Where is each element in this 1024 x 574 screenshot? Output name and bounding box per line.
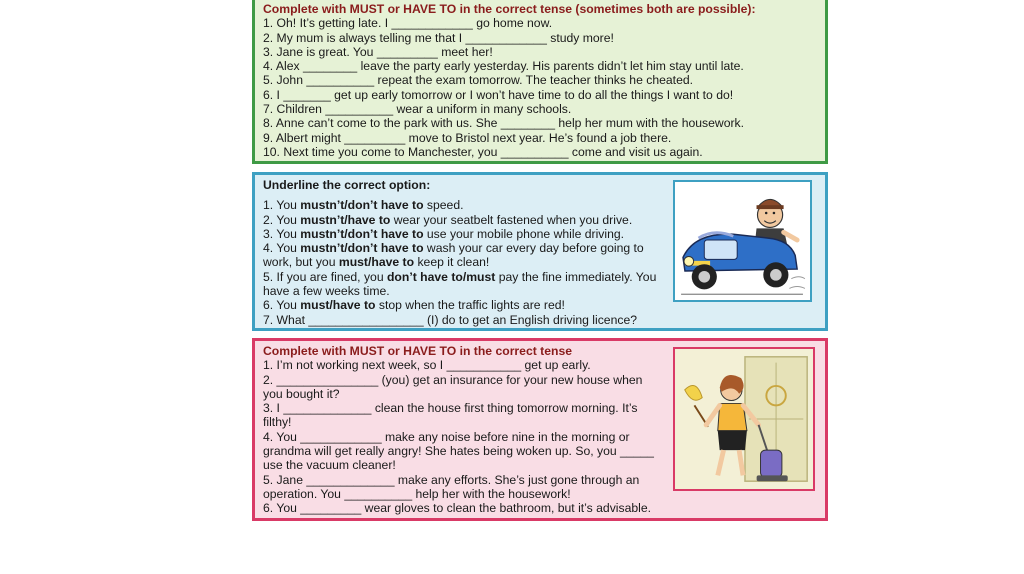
exercise-1-line: 4. Alex ________ leave the party early yesterday. His parents didn’t let him stay until late. — [263, 59, 744, 74]
exercise-2-title: Underline the correct option: — [263, 178, 431, 192]
exercise-3-line: 4. You ____________ make any noise before nine in the morning or grandma will get really angry! She hates being woken up. So, you _____ use the vacuum cleaner! — [263, 429, 654, 473]
exercise-1-line: 6. I _______ get up early tomorrow or I won’t have time to do all the things I want to do! — [263, 87, 734, 102]
exercise-1-line: 2. My mum is always telling me that I ____________ study more! — [263, 30, 614, 45]
exercise-2-item: 3. You mustn’t/don’t have to use your mobile phone while driving. — [263, 226, 625, 241]
exercise-2-item: 5. If you are fined, you don’t have to/must pay the fine immediately. You have a few weeks time. — [263, 269, 657, 299]
exercise-2-item: 2. You mustn’t/have to wear your seatbelt fastened when you drive. — [263, 212, 633, 227]
exercise-must-have-to-1 — [252, 0, 828, 164]
car-driver-illustration — [673, 180, 812, 302]
exercise-3-line: 1. I’m not working next week, so I ___________ get up early. — [263, 358, 591, 373]
exercise-2-item: 6. You must/have to stop when the traffic lights are red! — [263, 298, 565, 313]
exercise-2-item: 4. You mustn’t/don’t have to wash your car every day before going to work, but you must/have to keep it clean! — [263, 241, 644, 270]
exercise-1-line: 10. Next time you come to Manchester, you __________ come and visit us again. — [263, 144, 703, 159]
exercise-2-item: 7. What _________________ (I) do to get an English driving licence? — [263, 312, 638, 327]
car-driver-drawing — [675, 182, 810, 300]
woman-cleaning-illustration — [673, 347, 815, 491]
exercise-1-line: 9. Albert might _________ move to Bristol next year. He’s found a job there. — [263, 130, 672, 145]
exercise-1-line: 1. Oh! It’s getting late. I ____________ go home now. — [263, 16, 553, 31]
exercise-3-line: 3. I _____________ clean the house first thing tomorrow morning. It’s filthy! — [263, 401, 638, 430]
exercise-3-line: 2. _______________ (you) get an insurance for your new house when you bought it? — [263, 372, 643, 401]
exercise-underline-option — [252, 172, 828, 331]
exercise-2-text — [263, 178, 663, 327]
exercise-1-line: 7. Children __________ wear a uniform in many schools. — [263, 102, 572, 117]
woman-cleaning-drawing — [675, 349, 813, 489]
exercise-1-text — [263, 2, 819, 159]
exercise-3-line: 5. Jane _____________ make any efforts. She’s just gone through an operation. You __________ help her with the housework! — [263, 472, 640, 501]
exercise-1-line: 8. Anne can’t come to the park with us. She ________ help her mum with the housework. — [263, 116, 745, 131]
exercise-must-have-to-2 — [252, 338, 828, 521]
exercise-2-item: 1. You mustn’t/don’t have to speed. — [263, 198, 464, 213]
exercise-3-line: 6. You _________ wear gloves to clean the bathroom, but it’s advisable. — [263, 501, 652, 516]
exercise-3-text — [263, 344, 663, 516]
exercise-3-title: Complete with MUST or HAVE TO in the correct tense — [263, 344, 573, 358]
exercise-1-title: Complete with MUST or HAVE TO in the correct tense (sometimes both are possible): — [263, 2, 756, 16]
exercise-1-line: 3. Jane is great. You _________ meet her! — [263, 44, 493, 59]
exercise-1-line: 5. John __________ repeat the exam tomorrow. The teacher thinks he cheated. — [263, 73, 694, 88]
